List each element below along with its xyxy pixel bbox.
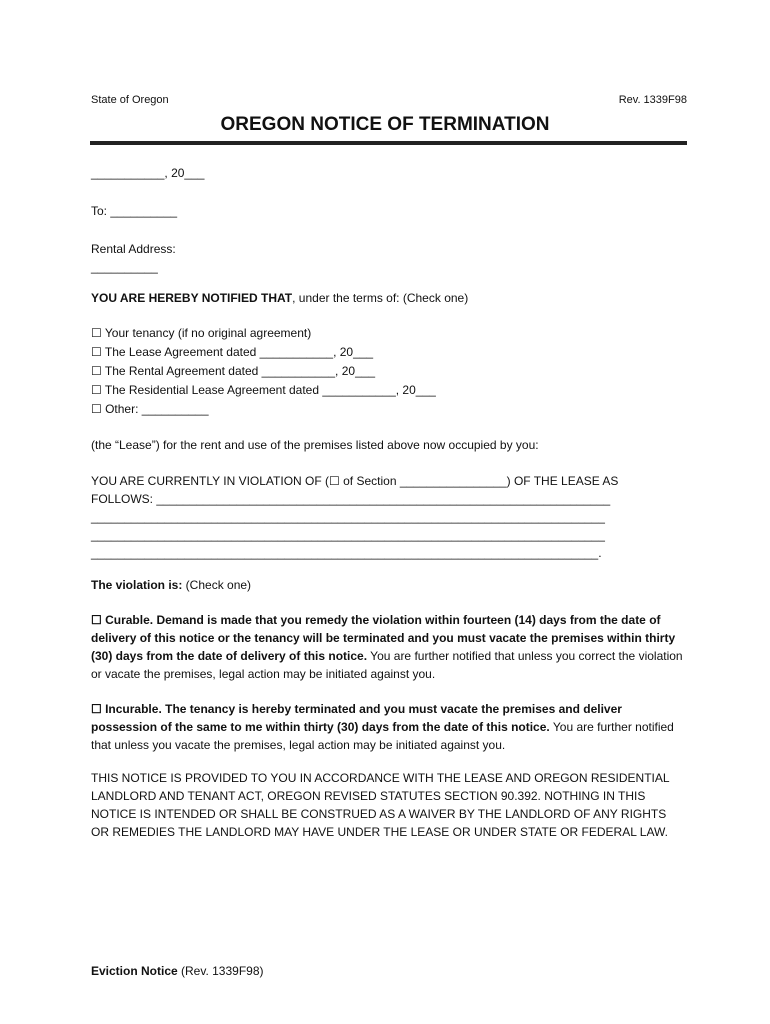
violation-line-4: _____________________________________________________________________________: [91, 528, 605, 542]
violation-line-1: YOU ARE CURRENTLY IN VIOLATION OF (☐ of Section ________________) OF THE LEASE AS: [91, 474, 619, 488]
curable-bold: ☐ Curable. Demand is made that you remedy the violation within fourteen (14) days from the date of delivery of this notice or the tenancy will be terminated and you must vacate the premises within thirty (30) days from the date of delivery of this notice.: [91, 613, 676, 663]
curable-option: [91, 611, 687, 683]
option-other: ☐ Other: __________: [91, 402, 209, 416]
lease-statement: (the “Lease”) for the rent and use of the premises listed above now occupied by you:: [91, 438, 539, 452]
footer: [91, 962, 264, 980]
revision-label: Rev. 1339F98: [618, 94, 687, 106]
incurable-rest: You are further notified that unless you vacate the premises, legal action may be initiated against you.: [91, 720, 674, 752]
date-field: ___________, 20___: [91, 166, 205, 180]
option-residential-lease: ☐ The Residential Lease Agreement dated ___________, 20___: [91, 383, 436, 397]
rental-address-field: __________: [91, 260, 158, 274]
page-title: OREGON NOTICE OF TERMINATION: [220, 114, 550, 135]
option-lease-agreement: ☐ The Lease Agreement dated ___________, 20___: [91, 345, 374, 359]
title-divider: [90, 141, 687, 145]
notified-rest: , under the terms of: (Check one): [292, 291, 469, 305]
notified-bold: YOU ARE HEREBY NOTIFIED THAT: [91, 291, 293, 305]
footer-rest: (Rev. 1339F98): [177, 964, 264, 978]
state-label: State of Oregon: [91, 94, 169, 106]
violation-is-bold: The violation is:: [91, 578, 183, 592]
notified-statement: [91, 289, 468, 307]
legal-disclaimer: THIS NOTICE IS PROVIDED TO YOU IN ACCORDANCE WITH THE LEASE AND OREGON RESIDENTIAL LANDLORD AND TENANT ACT, OREGON REVISED STATUTES SECTION 90.392. NOTHING IN THIS NOTICE IS INTENDED OR SHALL BE CONSTRUED AS A WAIVER BY THE LANDLORD OF ANY RIGHTS OR REMEDIES THE LANDLORD MAY HAVE UNDER THE LEASE OR UNDER STATE OR FEDERAL LAW.: [91, 771, 670, 839]
option-tenancy: ☐ Your tenancy (if no original agreement): [91, 326, 312, 340]
to-field: To: __________: [91, 204, 178, 218]
incurable-bold: ☐ Incurable. The tenancy is hereby terminated and you must vacate the premises and deliver possession of the same to me within thirty (30) days from the date of this notice.: [91, 702, 622, 734]
curable-rest: You are further notified that unless you correct the violation or vacate the premises, legal action may be initiated against you.: [91, 649, 683, 681]
violation-is-rest: (Check one): [182, 578, 252, 592]
incurable-option: [91, 700, 687, 754]
violation-line-3: _____________________________________________________________________________: [91, 510, 605, 524]
violation-line-2: FOLLOWS: ____________________________________________________________________: [91, 492, 611, 506]
option-rental-agreement: ☐ The Rental Agreement dated ___________, 20___: [91, 364, 376, 378]
violation-line-5: ____________________________________________________________________________.: [91, 546, 602, 560]
footer-bold: Eviction Notice: [91, 964, 178, 978]
violation-is-label: [91, 576, 251, 594]
rental-address-label: Rental Address:: [91, 242, 176, 256]
